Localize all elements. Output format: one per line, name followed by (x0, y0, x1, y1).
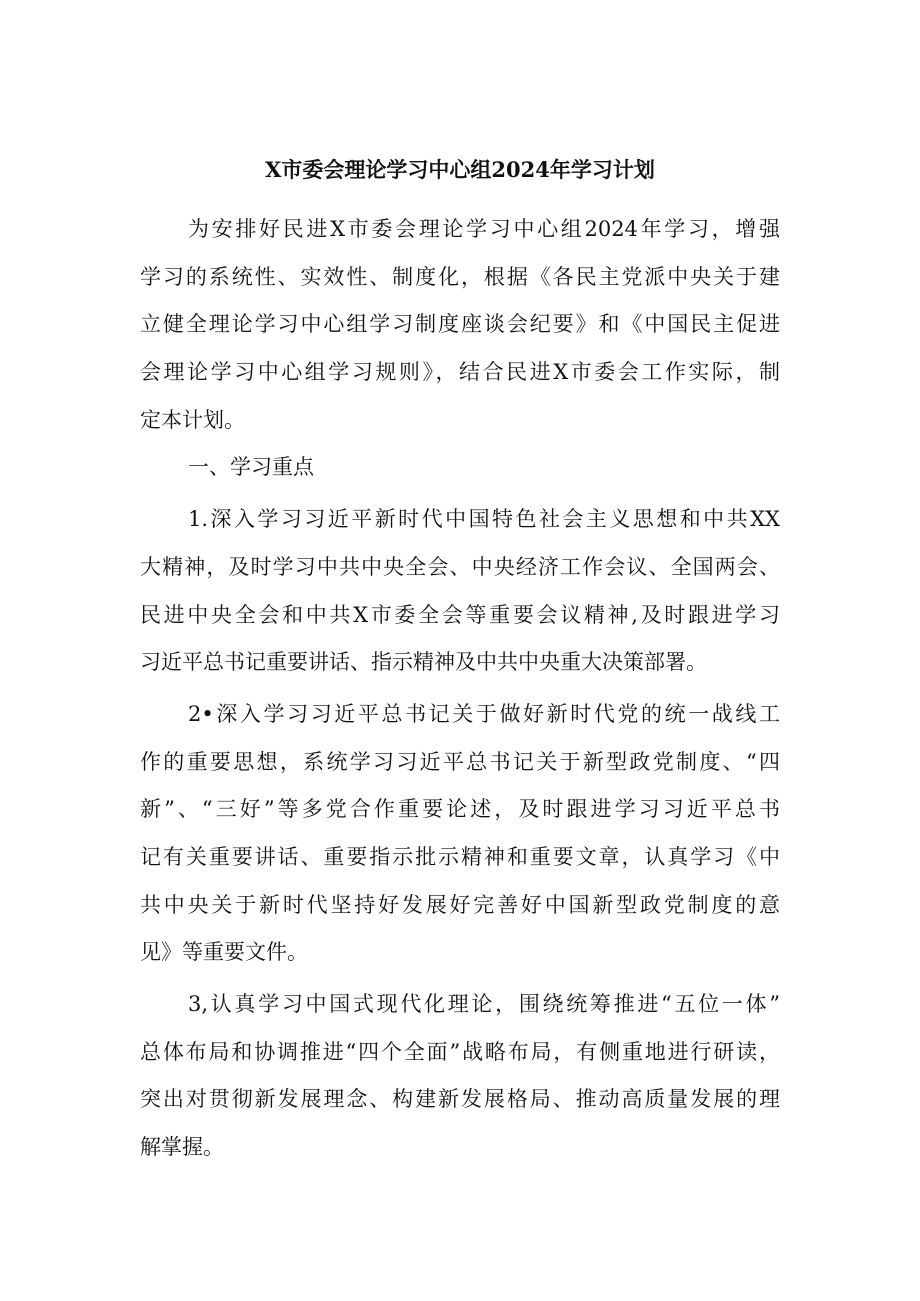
paragraph-line: 会理论学习中心组学习规则》，结合民进X市委会工作实际，制 (140, 360, 780, 385)
intro-paragraph (140, 206, 780, 444)
paragraph-line: 大精神，及时学习中共中央全会、中央经济工作会议、全国两会、 (140, 554, 780, 579)
paragraph-line: 新”、“三好”等多党合作重要论述，及时跟进学习习近平总书 (140, 797, 780, 822)
paragraph-line: 3,认真学习中国式现代化理论，围绕统筹推进“五位一体” (188, 992, 780, 1016)
paragraph-line: 立健全理论学习中心组学习制度座谈会纪要》和《中国民主促进 (140, 312, 780, 337)
paragraph-line: 2•深入学习习近平总书记关于做好新时代党的统一战线工 (188, 701, 780, 726)
paragraph-line: 学习的系统性、实效性、制度化，根据《各民主党派中央关于建 (140, 264, 780, 289)
item-paragraph-2 (140, 691, 780, 977)
paragraph-line: 记有关重要讲话、重要指示批示精神和重要文章，认真学习《中 (140, 844, 780, 869)
paragraph-line: 作的重要思想，系统学习习近平总书记关于新型政党制度、“四 (140, 749, 780, 774)
paragraph-line: 习近平总书记重要讲话、指示精神及中共中央重大决策部署。 (140, 650, 707, 675)
paragraph-line: 见》等重要文件。 (140, 940, 308, 965)
paragraph-line: 共中央关于新时代坚持好发展好完善好中国新型政党制度的意 (140, 892, 780, 917)
paragraph-line: 定本计划。 (140, 407, 245, 432)
paragraph-line: 突出对贯彻新发展理念、构建新发展格局、推动高质量发展的理 (140, 1087, 780, 1112)
paragraph-line: 解掌握。 (140, 1135, 224, 1160)
document-body (140, 206, 780, 1172)
paragraph-line: 为安排好民进X市委会理论学习中心组2024年学习，增强 (188, 217, 780, 241)
item-paragraph-1 (140, 496, 780, 687)
paragraph-line: 民进中央全会和中共X市委全会等重要会议精神,及时跟进学习 (140, 602, 780, 627)
section-heading: 一、学习重点 (188, 455, 314, 480)
document-title: X市委会理论学习中心组2024年学习计划 (265, 157, 655, 182)
paragraph-line: 总体布局和协调推进“四个全面”战略布局，有侧重地进行研读， (140, 1039, 780, 1064)
section-heading-block (140, 444, 780, 492)
paragraph-line: 1.深入学习习近平新时代中国特色社会主义思想和中共XX (188, 507, 780, 532)
item-paragraph-3 (140, 981, 780, 1172)
